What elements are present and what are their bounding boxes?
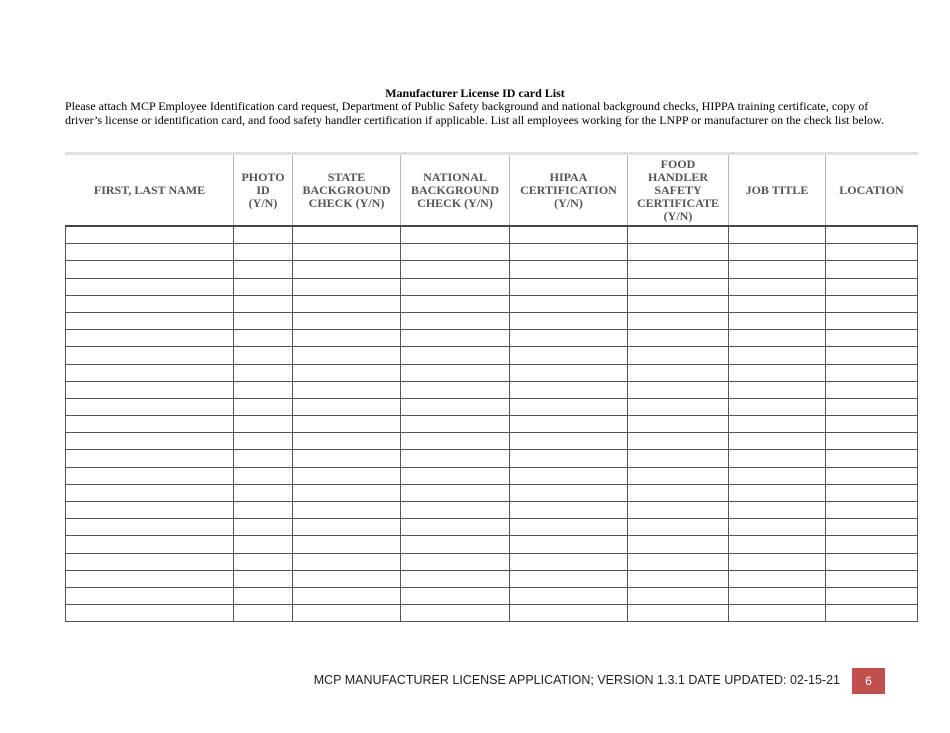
entry-cell[interactable] <box>401 519 510 536</box>
entry-cell[interactable] <box>293 484 401 501</box>
entry-cell[interactable] <box>293 519 401 536</box>
entry-cell[interactable] <box>729 484 826 501</box>
header-state-background-check <box>293 154 401 227</box>
entry-cell[interactable] <box>66 484 234 501</box>
table-row <box>66 347 918 364</box>
entry-cell[interactable] <box>401 553 510 570</box>
entry-cell[interactable] <box>826 278 918 295</box>
entry-cell[interactable] <box>401 536 510 553</box>
entry-cell[interactable] <box>66 398 234 415</box>
entry-cell[interactable] <box>293 536 401 553</box>
header-line: PHOTO <box>241 169 285 184</box>
entry-cell[interactable] <box>510 502 628 519</box>
page-number-badge: 6 <box>852 668 885 694</box>
entry-cell[interactable] <box>401 587 510 604</box>
entry-cell[interactable] <box>628 398 729 415</box>
page-footer <box>0 668 950 694</box>
entry-cell[interactable] <box>729 244 826 261</box>
entry-cell[interactable] <box>729 312 826 329</box>
header-line: SAFETY <box>654 182 702 197</box>
table-row <box>66 226 918 244</box>
entry-cell[interactable] <box>729 226 826 244</box>
entry-cell[interactable] <box>628 312 729 329</box>
entry-cell[interactable] <box>66 381 234 398</box>
entry-cell[interactable] <box>729 295 826 312</box>
table-row <box>66 502 918 519</box>
entry-cell[interactable] <box>628 467 729 484</box>
header-line: CHECK (Y/N) <box>308 195 385 210</box>
entry-cell[interactable] <box>234 502 293 519</box>
entry-cell[interactable] <box>234 261 293 278</box>
entry-cell[interactable] <box>401 433 510 450</box>
entry-cell[interactable] <box>729 587 826 604</box>
entry-cell[interactable] <box>66 553 234 570</box>
entry-cell[interactable] <box>628 587 729 604</box>
entry-cell[interactable] <box>729 536 826 553</box>
entry-cell[interactable] <box>293 244 401 261</box>
entry-cell[interactable] <box>293 364 401 381</box>
header-line: BACKGROUND <box>410 182 499 197</box>
entry-cell[interactable] <box>234 605 293 622</box>
entry-cell[interactable] <box>293 398 401 415</box>
entry-cell[interactable] <box>401 330 510 347</box>
entry-cell[interactable] <box>66 570 234 587</box>
header-line: HANDLER <box>647 169 708 184</box>
entry-cell[interactable] <box>729 416 826 433</box>
entry-cell[interactable] <box>510 467 628 484</box>
entry-cell[interactable] <box>401 347 510 364</box>
entry-cell[interactable] <box>66 261 234 278</box>
header-location <box>826 154 918 227</box>
entry-cell[interactable] <box>628 605 729 622</box>
entry-cell[interactable] <box>826 398 918 415</box>
entry-cell[interactable] <box>66 278 234 295</box>
header-line: (Y/N) <box>663 208 693 223</box>
entry-cell[interactable] <box>628 570 729 587</box>
entry-cell[interactable] <box>66 502 234 519</box>
entry-cell[interactable] <box>729 278 826 295</box>
entry-cell[interactable] <box>826 295 918 312</box>
header-line: BACKGROUND <box>302 182 391 197</box>
table-row <box>66 364 918 381</box>
entry-cell[interactable] <box>66 519 234 536</box>
entry-cell[interactable] <box>510 416 628 433</box>
entry-cell[interactable] <box>401 398 510 415</box>
header-national-background-check <box>401 154 510 227</box>
entry-cell[interactable] <box>234 312 293 329</box>
table-row <box>66 605 918 622</box>
entry-cell[interactable] <box>401 570 510 587</box>
entry-cell[interactable] <box>234 553 293 570</box>
header-hipaa-certification <box>510 154 628 227</box>
entry-cell[interactable] <box>66 467 234 484</box>
entry-cell[interactable] <box>628 261 729 278</box>
entry-cell[interactable] <box>66 347 234 364</box>
entry-cell[interactable] <box>510 381 628 398</box>
entry-cell[interactable] <box>729 553 826 570</box>
entry-cell[interactable] <box>628 226 729 244</box>
entry-cell[interactable] <box>234 450 293 467</box>
entry-cell[interactable] <box>66 536 234 553</box>
entry-cell[interactable] <box>66 587 234 604</box>
entry-cell[interactable] <box>234 347 293 364</box>
header-line: STATE <box>327 169 366 184</box>
entry-cell[interactable] <box>234 364 293 381</box>
entry-cell[interactable] <box>729 330 826 347</box>
entry-cell[interactable] <box>510 312 628 329</box>
entry-cell[interactable] <box>510 553 628 570</box>
entry-cell[interactable] <box>401 381 510 398</box>
table-row <box>66 312 918 329</box>
entry-cell[interactable] <box>66 605 234 622</box>
entry-cell[interactable] <box>401 484 510 501</box>
entry-cell[interactable] <box>729 398 826 415</box>
entry-cell[interactable] <box>401 261 510 278</box>
header-line: CERTIFICATION <box>520 182 617 197</box>
entry-cell[interactable] <box>293 605 401 622</box>
header-line: FOOD <box>660 156 696 171</box>
entry-cell[interactable] <box>66 226 234 244</box>
header-photo-id <box>234 154 293 227</box>
entry-cell[interactable] <box>234 295 293 312</box>
entry-cell[interactable] <box>401 278 510 295</box>
entry-cell[interactable] <box>826 570 918 587</box>
entry-cell[interactable] <box>510 450 628 467</box>
entry-cell[interactable] <box>293 450 401 467</box>
entry-cell[interactable] <box>510 364 628 381</box>
entry-cell[interactable] <box>293 330 401 347</box>
header-line: JOB TITLE <box>745 182 809 197</box>
table-row <box>66 398 918 415</box>
entry-cell[interactable] <box>293 347 401 364</box>
entry-cell[interactable] <box>826 261 918 278</box>
header-first-last-name <box>66 154 234 227</box>
entry-cell[interactable] <box>826 381 918 398</box>
table-row <box>66 587 918 604</box>
entry-cell[interactable] <box>66 433 234 450</box>
entry-cell[interactable] <box>234 244 293 261</box>
entry-cell[interactable] <box>510 605 628 622</box>
entry-cell[interactable] <box>293 570 401 587</box>
entry-cell[interactable] <box>293 226 401 244</box>
entry-cell[interactable] <box>293 553 401 570</box>
header-line: ID <box>256 182 270 197</box>
entry-cell[interactable] <box>826 605 918 622</box>
entry-cell[interactable] <box>510 587 628 604</box>
table-row <box>66 416 918 433</box>
entry-cell[interactable] <box>510 347 628 364</box>
header-food-handler-certificate <box>628 154 729 227</box>
entry-cell[interactable] <box>729 519 826 536</box>
entry-cell[interactable] <box>826 484 918 501</box>
table-body <box>66 226 918 622</box>
entry-cell[interactable] <box>293 278 401 295</box>
entry-cell[interactable] <box>510 536 628 553</box>
table-row <box>66 467 918 484</box>
entry-cell[interactable] <box>826 312 918 329</box>
table-row <box>66 278 918 295</box>
table-row <box>66 570 918 587</box>
entry-cell[interactable] <box>628 278 729 295</box>
table-row <box>66 433 918 450</box>
entry-cell[interactable] <box>826 433 918 450</box>
entry-cell[interactable] <box>234 484 293 501</box>
entry-cell[interactable] <box>826 587 918 604</box>
entry-cell[interactable] <box>234 519 293 536</box>
entry-cell[interactable] <box>510 398 628 415</box>
entry-cell[interactable] <box>234 381 293 398</box>
entry-cell[interactable] <box>66 450 234 467</box>
header-line: FIRST, LAST NAME <box>93 182 206 197</box>
header-line: CHECK (Y/N) <box>417 195 493 210</box>
entry-cell[interactable] <box>510 484 628 501</box>
entry-cell[interactable] <box>826 416 918 433</box>
entry-cell[interactable] <box>628 519 729 536</box>
entry-cell[interactable] <box>510 261 628 278</box>
entry-cell[interactable] <box>66 312 234 329</box>
entry-cell[interactable] <box>234 416 293 433</box>
entry-cell[interactable] <box>234 398 293 415</box>
entry-cell[interactable] <box>826 347 918 364</box>
table-row <box>66 381 918 398</box>
entry-cell[interactable] <box>510 226 628 244</box>
header-line: LOCATION <box>839 182 904 197</box>
table-row <box>66 536 918 553</box>
entry-cell[interactable] <box>628 295 729 312</box>
entry-cell[interactable] <box>628 330 729 347</box>
entry-cell[interactable] <box>293 295 401 312</box>
entry-cell[interactable] <box>293 416 401 433</box>
entry-cell[interactable] <box>729 502 826 519</box>
instructions-paragraph: Please attach MCP Employee Identification card request, Department of Public Safety background and national background checks, HIPPA training certificate, copy of driver’s license or identification card, and food safety handler certification if applicable. List all employees working for the LNPP or manufacturer on the check list below. <box>65 99 884 127</box>
entry-cell[interactable] <box>628 536 729 553</box>
entry-cell[interactable] <box>293 312 401 329</box>
entry-cell[interactable] <box>401 312 510 329</box>
header-job-title <box>729 154 826 227</box>
entry-cell[interactable] <box>729 433 826 450</box>
entry-cell[interactable] <box>293 587 401 604</box>
entry-cell[interactable] <box>826 244 918 261</box>
entry-cell[interactable] <box>401 295 510 312</box>
entry-cell[interactable] <box>234 278 293 295</box>
entry-cell[interactable] <box>293 502 401 519</box>
entry-cell[interactable] <box>729 605 826 622</box>
table-row <box>66 295 918 312</box>
entry-cell[interactable] <box>729 261 826 278</box>
entry-cell[interactable] <box>234 587 293 604</box>
entry-cell[interactable] <box>66 416 234 433</box>
entry-cell[interactable] <box>234 536 293 553</box>
entry-cell[interactable] <box>826 364 918 381</box>
entry-cell[interactable] <box>401 226 510 244</box>
entry-cell[interactable] <box>401 416 510 433</box>
entry-cell[interactable] <box>729 364 826 381</box>
entry-cell[interactable] <box>628 502 729 519</box>
table-row <box>66 553 918 570</box>
entry-cell[interactable] <box>628 347 729 364</box>
table-row <box>66 450 918 467</box>
entry-cell[interactable] <box>234 433 293 450</box>
header-line: (Y/N) <box>248 195 278 210</box>
entry-cell[interactable] <box>628 381 729 398</box>
entry-cell[interactable] <box>510 433 628 450</box>
entry-cell[interactable] <box>826 536 918 553</box>
entry-cell[interactable] <box>66 364 234 381</box>
entry-cell[interactable] <box>510 519 628 536</box>
entry-cell[interactable] <box>628 244 729 261</box>
entry-cell[interactable] <box>510 570 628 587</box>
entry-cell[interactable] <box>510 295 628 312</box>
table-row <box>66 261 918 278</box>
entry-cell[interactable] <box>729 450 826 467</box>
entry-cell[interactable] <box>826 330 918 347</box>
table-row <box>66 484 918 501</box>
entry-cell[interactable] <box>510 244 628 261</box>
entry-cell[interactable] <box>729 347 826 364</box>
entry-cell[interactable] <box>628 553 729 570</box>
entry-cell[interactable] <box>401 450 510 467</box>
entry-cell[interactable] <box>234 226 293 244</box>
entry-cell[interactable] <box>826 467 918 484</box>
entry-cell[interactable] <box>293 261 401 278</box>
entry-cell[interactable] <box>826 502 918 519</box>
entry-cell[interactable] <box>293 433 401 450</box>
entry-cell[interactable] <box>729 381 826 398</box>
entry-cell[interactable] <box>234 330 293 347</box>
entry-cell[interactable] <box>293 381 401 398</box>
entry-cell[interactable] <box>234 570 293 587</box>
entry-cell[interactable] <box>293 467 401 484</box>
entry-cell[interactable] <box>401 364 510 381</box>
entry-cell[interactable] <box>628 364 729 381</box>
entry-cell[interactable] <box>826 519 918 536</box>
entry-cell[interactable] <box>628 433 729 450</box>
entry-cell[interactable] <box>66 295 234 312</box>
entry-cell[interactable] <box>401 502 510 519</box>
entry-cell[interactable] <box>628 450 729 467</box>
entry-cell[interactable] <box>234 467 293 484</box>
table-row <box>66 330 918 347</box>
table-header-row <box>66 154 918 227</box>
page-title: Manufacturer License ID card List <box>385 86 565 100</box>
table-row <box>66 244 918 261</box>
entry-cell[interactable] <box>510 278 628 295</box>
entry-cell[interactable] <box>826 450 918 467</box>
entry-cell[interactable] <box>628 416 729 433</box>
entry-cell[interactable] <box>510 330 628 347</box>
employee-checklist-table <box>65 152 918 622</box>
entry-cell[interactable] <box>401 605 510 622</box>
header-line: NATIONAL <box>423 169 487 184</box>
entry-cell[interactable] <box>66 330 234 347</box>
entry-cell[interactable] <box>729 570 826 587</box>
entry-cell[interactable] <box>401 467 510 484</box>
entry-cell[interactable] <box>401 244 510 261</box>
entry-cell[interactable] <box>826 553 918 570</box>
footer-version-text: MCP MANUFACTURER LICENSE APPLICATION; VERSION 1.3.1 DATE UPDATED: 02-15-21 <box>313 673 840 687</box>
table-row <box>66 519 918 536</box>
entry-cell[interactable] <box>729 467 826 484</box>
header-line: HIPAA <box>549 169 588 184</box>
entry-cell[interactable] <box>628 484 729 501</box>
entry-cell[interactable] <box>66 244 234 261</box>
header-line: CERTIFICATE <box>636 195 720 210</box>
header-line: (Y/N) <box>554 195 583 210</box>
entry-cell[interactable] <box>826 226 918 244</box>
